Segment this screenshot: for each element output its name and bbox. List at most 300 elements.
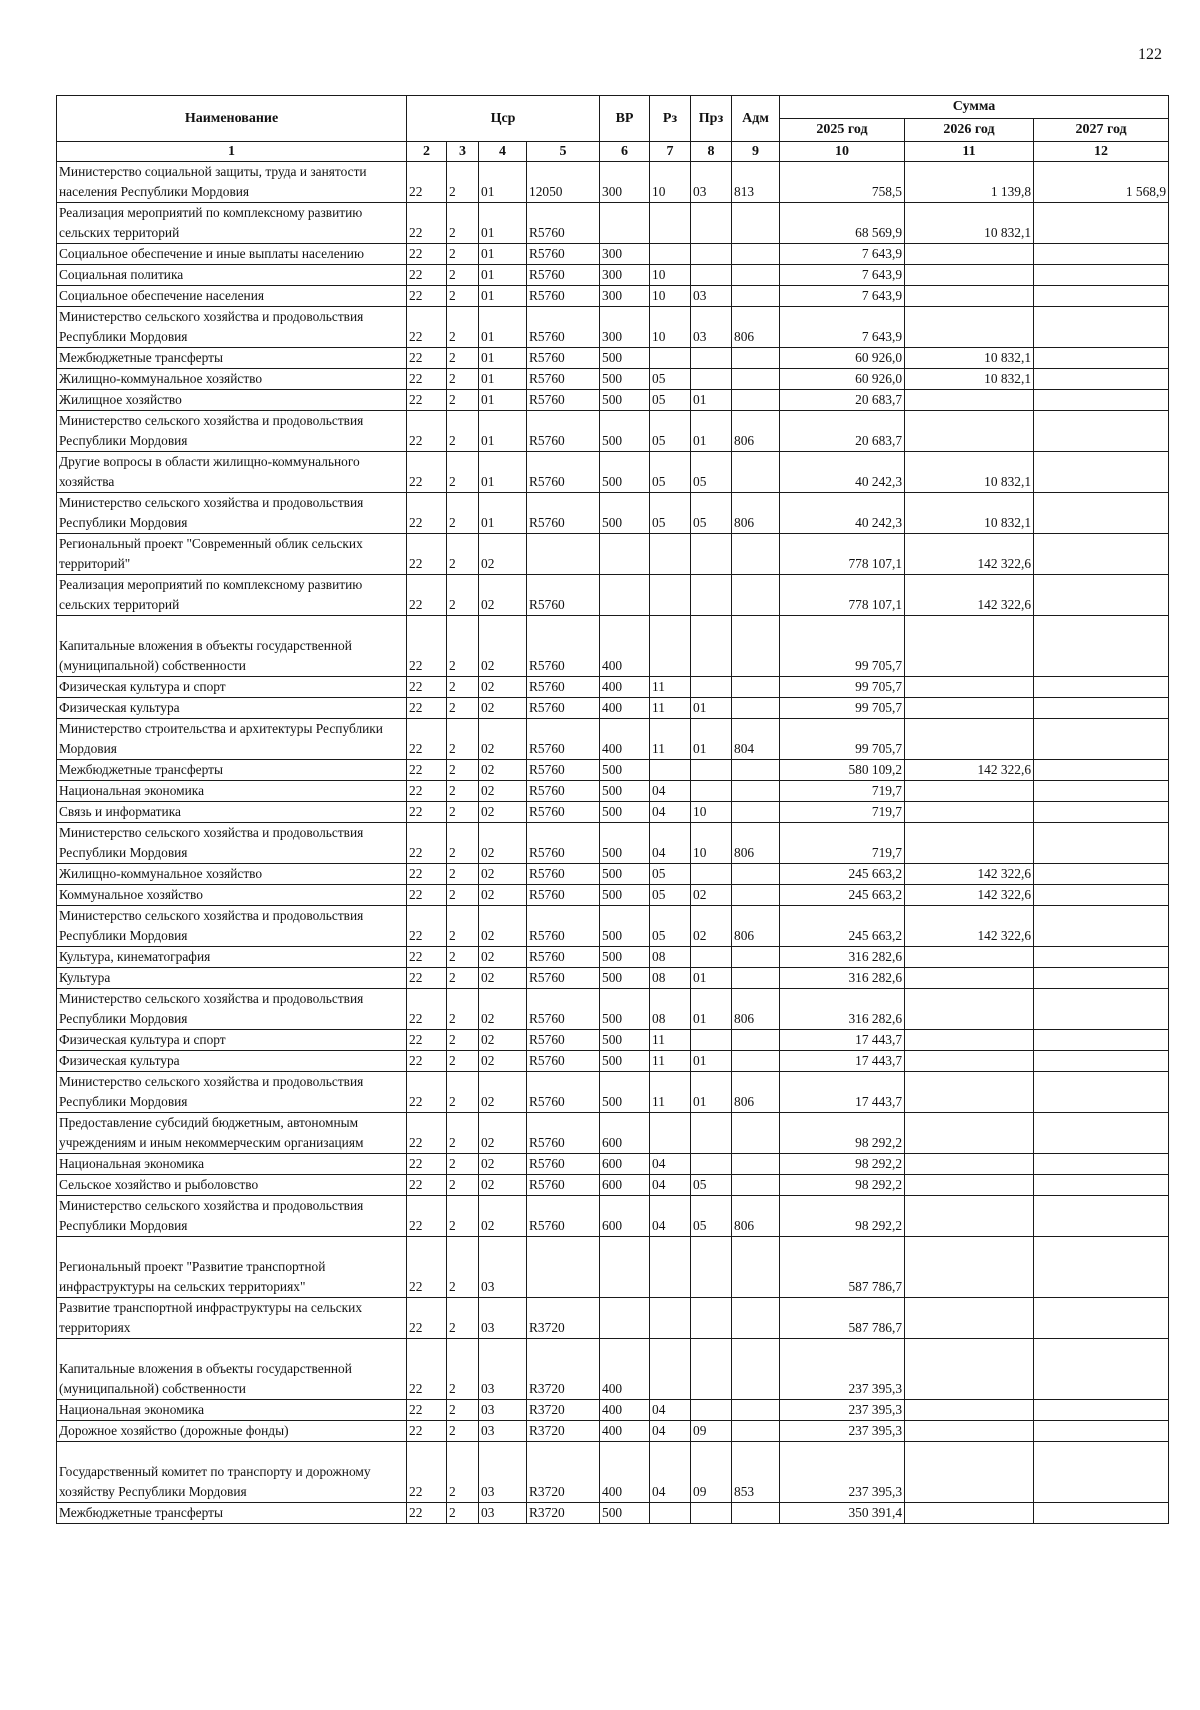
row-adm: 806 xyxy=(732,1072,780,1113)
row-sum-2026: 10 832,1 xyxy=(905,452,1034,493)
row-csr-part3: 02 xyxy=(479,823,527,864)
table-row xyxy=(57,1298,1169,1339)
row-sum-2025: 99 705,7 xyxy=(780,616,905,677)
row-prz: 03 xyxy=(691,286,732,307)
row-csr-part2: 2 xyxy=(447,1030,479,1051)
row-csr-part1: 22 xyxy=(407,1051,447,1072)
row-csr-part4 xyxy=(527,534,600,575)
row-sum-2027 xyxy=(1034,390,1169,411)
row-prz: 09 xyxy=(691,1421,732,1442)
row-rz: 11 xyxy=(650,1051,691,1072)
row-sum-2027 xyxy=(1034,265,1169,286)
row-csr-part4: R5760 xyxy=(527,1030,600,1051)
row-prz: 02 xyxy=(691,885,732,906)
row-rz: 11 xyxy=(650,677,691,698)
row-csr-part2: 2 xyxy=(447,781,479,802)
row-csr-part3: 02 xyxy=(479,1051,527,1072)
row-csr-part2: 2 xyxy=(447,265,479,286)
row-sum-2025: 350 391,4 xyxy=(780,1503,905,1524)
row-prz: 01 xyxy=(691,698,732,719)
header-sum: Сумма xyxy=(780,96,1169,119)
row-prz xyxy=(691,1503,732,1524)
row-name: Региональный проект "Развитие транспортной инфраструктуры на сельских территориях" xyxy=(57,1237,407,1298)
budget-table xyxy=(56,95,1169,1524)
row-csr-part2: 2 xyxy=(447,989,479,1030)
row-prz: 05 xyxy=(691,493,732,534)
row-sum-2027 xyxy=(1034,802,1169,823)
row-sum-2027 xyxy=(1034,760,1169,781)
row-sum-2027 xyxy=(1034,1113,1169,1154)
table-row xyxy=(57,575,1169,616)
row-sum-2025: 237 395,3 xyxy=(780,1339,905,1400)
row-prz: 03 xyxy=(691,162,732,203)
row-sum-2027: 1 568,9 xyxy=(1034,162,1169,203)
row-adm xyxy=(732,452,780,493)
row-sum-2025: 245 663,2 xyxy=(780,885,905,906)
col-number: 8 xyxy=(691,142,732,162)
row-sum-2027 xyxy=(1034,244,1169,265)
table-row xyxy=(57,802,1169,823)
row-csr-part3: 02 xyxy=(479,1154,527,1175)
row-sum-2025: 99 705,7 xyxy=(780,677,905,698)
row-vr: 500 xyxy=(600,947,650,968)
row-csr-part1: 22 xyxy=(407,162,447,203)
row-csr-part2: 2 xyxy=(447,307,479,348)
row-sum-2026: 142 322,6 xyxy=(905,906,1034,947)
row-name: Социальное обеспечение населения xyxy=(57,286,407,307)
row-csr-part2: 2 xyxy=(447,1339,479,1400)
row-sum-2025: 758,5 xyxy=(780,162,905,203)
table-row xyxy=(57,534,1169,575)
row-csr-part3: 03 xyxy=(479,1442,527,1503)
row-sum-2025: 316 282,6 xyxy=(780,968,905,989)
row-adm xyxy=(732,575,780,616)
row-csr-part4: R3720 xyxy=(527,1298,600,1339)
row-sum-2027 xyxy=(1034,719,1169,760)
row-csr-part3: 02 xyxy=(479,575,527,616)
row-prz: 10 xyxy=(691,823,732,864)
row-csr-part2: 2 xyxy=(447,823,479,864)
row-sum-2027 xyxy=(1034,947,1169,968)
row-adm xyxy=(732,1400,780,1421)
row-vr: 500 xyxy=(600,989,650,1030)
row-csr-part2: 2 xyxy=(447,1072,479,1113)
row-sum-2025: 98 292,2 xyxy=(780,1113,905,1154)
row-prz: 03 xyxy=(691,307,732,348)
row-csr-part4: R5760 xyxy=(527,203,600,244)
row-sum-2025: 245 663,2 xyxy=(780,906,905,947)
row-csr-part4: R3720 xyxy=(527,1339,600,1400)
row-vr: 500 xyxy=(600,968,650,989)
row-sum-2025: 20 683,7 xyxy=(780,411,905,452)
row-sum-2026 xyxy=(905,1421,1034,1442)
row-csr-part1: 22 xyxy=(407,1113,447,1154)
row-adm: 806 xyxy=(732,823,780,864)
row-adm xyxy=(732,1154,780,1175)
row-csr-part1: 22 xyxy=(407,760,447,781)
row-name: Министерство сельского хозяйства и продовольствия Республики Мордовия xyxy=(57,989,407,1030)
row-csr-part2: 2 xyxy=(447,369,479,390)
row-rz: 04 xyxy=(650,1442,691,1503)
row-csr-part2: 2 xyxy=(447,1298,479,1339)
row-csr-part4: R5760 xyxy=(527,452,600,493)
row-name: Культура xyxy=(57,968,407,989)
col-number: 4 xyxy=(479,142,527,162)
row-sum-2026 xyxy=(905,989,1034,1030)
row-rz xyxy=(650,348,691,369)
row-sum-2025: 20 683,7 xyxy=(780,390,905,411)
row-prz: 09 xyxy=(691,1442,732,1503)
row-sum-2027 xyxy=(1034,1298,1169,1339)
row-csr-part1: 22 xyxy=(407,947,447,968)
row-name: Развитие транспортной инфраструктуры на сельских территориях xyxy=(57,1298,407,1339)
row-csr-part1: 22 xyxy=(407,698,447,719)
row-adm xyxy=(732,616,780,677)
row-sum-2026 xyxy=(905,1113,1034,1154)
row-vr: 500 xyxy=(600,348,650,369)
row-adm xyxy=(732,1051,780,1072)
row-sum-2027 xyxy=(1034,1339,1169,1400)
row-sum-2027 xyxy=(1034,286,1169,307)
row-sum-2025: 587 786,7 xyxy=(780,1298,905,1339)
row-sum-2026 xyxy=(905,1442,1034,1503)
row-sum-2026: 142 322,6 xyxy=(905,760,1034,781)
row-prz xyxy=(691,534,732,575)
row-csr-part1: 22 xyxy=(407,1400,447,1421)
row-name: Межбюджетные трансферты xyxy=(57,348,407,369)
row-rz xyxy=(650,534,691,575)
col-number: 10 xyxy=(780,142,905,162)
row-vr: 500 xyxy=(600,802,650,823)
row-sum-2026 xyxy=(905,1175,1034,1196)
row-vr: 500 xyxy=(600,1503,650,1524)
row-rz: 08 xyxy=(650,947,691,968)
row-name: Министерство сельского хозяйства и продовольствия Республики Мордовия xyxy=(57,1196,407,1237)
row-adm xyxy=(732,698,780,719)
row-name: Социальное обеспечение и иные выплаты населению xyxy=(57,244,407,265)
row-csr-part3: 02 xyxy=(479,677,527,698)
row-prz: 01 xyxy=(691,1051,732,1072)
row-sum-2025: 719,7 xyxy=(780,823,905,864)
row-adm xyxy=(732,1113,780,1154)
row-rz: 04 xyxy=(650,1421,691,1442)
row-prz: 05 xyxy=(691,452,732,493)
row-adm xyxy=(732,203,780,244)
row-csr-part2: 2 xyxy=(447,864,479,885)
row-csr-part4: R5760 xyxy=(527,677,600,698)
row-rz xyxy=(650,203,691,244)
row-sum-2025: 719,7 xyxy=(780,802,905,823)
row-rz: 04 xyxy=(650,1196,691,1237)
row-name: Министерство сельского хозяйства и продовольствия Республики Мордовия xyxy=(57,823,407,864)
row-rz: 11 xyxy=(650,698,691,719)
row-rz: 04 xyxy=(650,1154,691,1175)
row-sum-2025: 7 643,9 xyxy=(780,286,905,307)
row-sum-2025: 60 926,0 xyxy=(780,348,905,369)
row-csr-part4: R3720 xyxy=(527,1421,600,1442)
row-adm xyxy=(732,265,780,286)
row-sum-2027 xyxy=(1034,203,1169,244)
table-row xyxy=(57,265,1169,286)
row-csr-part1: 22 xyxy=(407,677,447,698)
row-csr-part4: R5760 xyxy=(527,1113,600,1154)
row-rz: 05 xyxy=(650,411,691,452)
row-sum-2026 xyxy=(905,719,1034,760)
row-csr-part3: 01 xyxy=(479,348,527,369)
row-csr-part3: 03 xyxy=(479,1421,527,1442)
row-csr-part1: 22 xyxy=(407,244,447,265)
table-row xyxy=(57,369,1169,390)
row-adm: 806 xyxy=(732,989,780,1030)
row-csr-part4: R5760 xyxy=(527,1175,600,1196)
row-sum-2027 xyxy=(1034,369,1169,390)
row-rz xyxy=(650,575,691,616)
row-csr-part2: 2 xyxy=(447,493,479,534)
row-csr-part3: 02 xyxy=(479,698,527,719)
row-csr-part1: 22 xyxy=(407,1421,447,1442)
col-number: 7 xyxy=(650,142,691,162)
row-csr-part2: 2 xyxy=(447,390,479,411)
row-vr: 500 xyxy=(600,452,650,493)
row-adm xyxy=(732,677,780,698)
row-vr: 500 xyxy=(600,493,650,534)
row-prz xyxy=(691,616,732,677)
row-csr-part3: 02 xyxy=(479,906,527,947)
row-sum-2025: 40 242,3 xyxy=(780,452,905,493)
row-sum-2026 xyxy=(905,1051,1034,1072)
table-row xyxy=(57,781,1169,802)
row-sum-2026 xyxy=(905,1298,1034,1339)
row-csr-part1: 22 xyxy=(407,802,447,823)
row-sum-2025: 587 786,7 xyxy=(780,1237,905,1298)
col-number: 12 xyxy=(1034,142,1169,162)
table-row xyxy=(57,1113,1169,1154)
row-adm xyxy=(732,1237,780,1298)
row-vr: 400 xyxy=(600,719,650,760)
row-vr: 400 xyxy=(600,1339,650,1400)
row-adm: 806 xyxy=(732,1196,780,1237)
table-row xyxy=(57,719,1169,760)
row-csr-part1: 22 xyxy=(407,1503,447,1524)
row-csr-part3: 02 xyxy=(479,719,527,760)
row-vr xyxy=(600,534,650,575)
row-name: Министерство сельского хозяйства и продовольствия Республики Мордовия xyxy=(57,906,407,947)
row-csr-part3: 02 xyxy=(479,1072,527,1113)
row-rz xyxy=(650,244,691,265)
row-adm xyxy=(732,1175,780,1196)
row-csr-part4: R5760 xyxy=(527,493,600,534)
row-sum-2027 xyxy=(1034,307,1169,348)
table-row xyxy=(57,162,1169,203)
row-sum-2025: 17 443,7 xyxy=(780,1072,905,1113)
table-row xyxy=(57,452,1169,493)
row-adm: 813 xyxy=(732,162,780,203)
row-vr: 400 xyxy=(600,1421,650,1442)
row-csr-part4: R5760 xyxy=(527,244,600,265)
row-prz xyxy=(691,265,732,286)
row-rz: 04 xyxy=(650,1400,691,1421)
row-csr-part2: 2 xyxy=(447,244,479,265)
row-sum-2025: 778 107,1 xyxy=(780,575,905,616)
row-vr: 400 xyxy=(600,677,650,698)
row-adm xyxy=(732,885,780,906)
row-csr-part1: 22 xyxy=(407,1442,447,1503)
row-csr-part3: 01 xyxy=(479,493,527,534)
row-sum-2025: 237 395,3 xyxy=(780,1442,905,1503)
table-row xyxy=(57,1503,1169,1524)
row-sum-2027 xyxy=(1034,823,1169,864)
row-csr-part3: 01 xyxy=(479,203,527,244)
row-sum-2026 xyxy=(905,781,1034,802)
row-csr-part1: 22 xyxy=(407,203,447,244)
row-csr-part2: 2 xyxy=(447,1503,479,1524)
header-adm: Адм xyxy=(732,96,780,142)
row-sum-2027 xyxy=(1034,493,1169,534)
row-rz: 05 xyxy=(650,452,691,493)
row-adm xyxy=(732,369,780,390)
row-csr-part1: 22 xyxy=(407,616,447,677)
row-csr-part1: 22 xyxy=(407,1154,447,1175)
row-sum-2025: 316 282,6 xyxy=(780,989,905,1030)
row-name: Капитальные вложения в объекты государственной (муниципальной) собственности xyxy=(57,616,407,677)
row-csr-part2: 2 xyxy=(447,968,479,989)
table-row xyxy=(57,1154,1169,1175)
row-prz xyxy=(691,1400,732,1421)
row-csr-part2: 2 xyxy=(447,1154,479,1175)
row-name: Министерство социальной защиты, труда и занятости населения Республики Мордовия xyxy=(57,162,407,203)
table-row xyxy=(57,616,1169,677)
row-csr-part3: 01 xyxy=(479,162,527,203)
row-csr-part2: 2 xyxy=(447,1113,479,1154)
row-prz: 01 xyxy=(691,1072,732,1113)
row-rz: 10 xyxy=(650,265,691,286)
row-csr-part4: R5760 xyxy=(527,1051,600,1072)
row-name: Физическая культура xyxy=(57,698,407,719)
row-sum-2025: 7 643,9 xyxy=(780,265,905,286)
row-vr: 500 xyxy=(600,369,650,390)
row-sum-2027 xyxy=(1034,1030,1169,1051)
row-name: Культура, кинематография xyxy=(57,947,407,968)
row-sum-2026 xyxy=(905,1503,1034,1524)
row-vr: 500 xyxy=(600,411,650,452)
row-csr-part1: 22 xyxy=(407,1237,447,1298)
row-sum-2027 xyxy=(1034,1051,1169,1072)
row-name: Национальная экономика xyxy=(57,1400,407,1421)
row-csr-part2: 2 xyxy=(447,1421,479,1442)
table-row xyxy=(57,1442,1169,1503)
row-adm xyxy=(732,348,780,369)
table-row xyxy=(57,244,1169,265)
header-vr: ВР xyxy=(600,96,650,142)
row-csr-part2: 2 xyxy=(447,885,479,906)
row-csr-part3: 01 xyxy=(479,244,527,265)
row-csr-part1: 22 xyxy=(407,989,447,1030)
row-csr-part1: 22 xyxy=(407,885,447,906)
row-csr-part1: 22 xyxy=(407,411,447,452)
row-csr-part3: 02 xyxy=(479,989,527,1030)
row-csr-part4: R5760 xyxy=(527,802,600,823)
row-sum-2027 xyxy=(1034,864,1169,885)
row-csr-part2: 2 xyxy=(447,906,479,947)
row-name: Государственный комитет по транспорту и дорожному хозяйству Республики Мордовия xyxy=(57,1442,407,1503)
table-row xyxy=(57,968,1169,989)
row-sum-2027 xyxy=(1034,906,1169,947)
row-name: Региональный проект "Современный облик сельских территорий" xyxy=(57,534,407,575)
row-sum-2027 xyxy=(1034,1400,1169,1421)
row-name: Предоставление субсидий бюджетным, автономным учреждениям и иным некоммерческим организациям xyxy=(57,1113,407,1154)
row-csr-part4: R5760 xyxy=(527,1196,600,1237)
row-prz: 05 xyxy=(691,1196,732,1237)
row-sum-2026 xyxy=(905,802,1034,823)
row-rz: 10 xyxy=(650,307,691,348)
row-csr-part1: 22 xyxy=(407,1339,447,1400)
row-sum-2025: 98 292,2 xyxy=(780,1175,905,1196)
row-csr-part3: 02 xyxy=(479,534,527,575)
row-csr-part1: 22 xyxy=(407,781,447,802)
row-csr-part3: 02 xyxy=(479,1113,527,1154)
row-csr-part1: 22 xyxy=(407,493,447,534)
row-rz: 04 xyxy=(650,781,691,802)
row-sum-2026 xyxy=(905,286,1034,307)
row-adm xyxy=(732,286,780,307)
row-sum-2027 xyxy=(1034,1196,1169,1237)
row-csr-part4: R5760 xyxy=(527,760,600,781)
row-name: Дорожное хозяйство (дорожные фонды) xyxy=(57,1421,407,1442)
col-number: 5 xyxy=(527,142,600,162)
row-sum-2025: 245 663,2 xyxy=(780,864,905,885)
row-sum-2025: 68 569,9 xyxy=(780,203,905,244)
row-csr-part3: 01 xyxy=(479,369,527,390)
row-csr-part4: R5760 xyxy=(527,265,600,286)
table-row xyxy=(57,1072,1169,1113)
row-csr-part4: R3720 xyxy=(527,1400,600,1421)
row-adm xyxy=(732,760,780,781)
row-name: Национальная экономика xyxy=(57,781,407,802)
row-vr: 500 xyxy=(600,823,650,864)
row-name: Министерство сельского хозяйства и продовольствия Республики Мордовия xyxy=(57,411,407,452)
row-sum-2026 xyxy=(905,947,1034,968)
row-sum-2025: 17 443,7 xyxy=(780,1030,905,1051)
row-csr-part2: 2 xyxy=(447,1196,479,1237)
row-csr-part1: 22 xyxy=(407,575,447,616)
row-sum-2027 xyxy=(1034,1175,1169,1196)
row-csr-part2: 2 xyxy=(447,1237,479,1298)
row-vr: 400 xyxy=(600,616,650,677)
table-row xyxy=(57,286,1169,307)
row-sum-2026: 142 322,6 xyxy=(905,575,1034,616)
row-rz: 04 xyxy=(650,802,691,823)
row-rz xyxy=(650,616,691,677)
row-sum-2025: 40 242,3 xyxy=(780,493,905,534)
row-csr-part2: 2 xyxy=(447,802,479,823)
row-name: Межбюджетные трансферты xyxy=(57,760,407,781)
row-vr: 300 xyxy=(600,162,650,203)
row-sum-2026: 10 832,1 xyxy=(905,369,1034,390)
row-rz: 08 xyxy=(650,968,691,989)
row-csr-part4: R5760 xyxy=(527,698,600,719)
row-csr-part2: 2 xyxy=(447,575,479,616)
row-adm xyxy=(732,781,780,802)
row-prz xyxy=(691,1298,732,1339)
row-prz: 01 xyxy=(691,411,732,452)
row-name: Реализация мероприятий по комплексному развитию сельских территорий xyxy=(57,203,407,244)
table-row xyxy=(57,1030,1169,1051)
row-csr-part2: 2 xyxy=(447,1400,479,1421)
table-row xyxy=(57,864,1169,885)
row-sum-2027 xyxy=(1034,1237,1169,1298)
row-csr-part1: 22 xyxy=(407,906,447,947)
row-vr: 300 xyxy=(600,286,650,307)
